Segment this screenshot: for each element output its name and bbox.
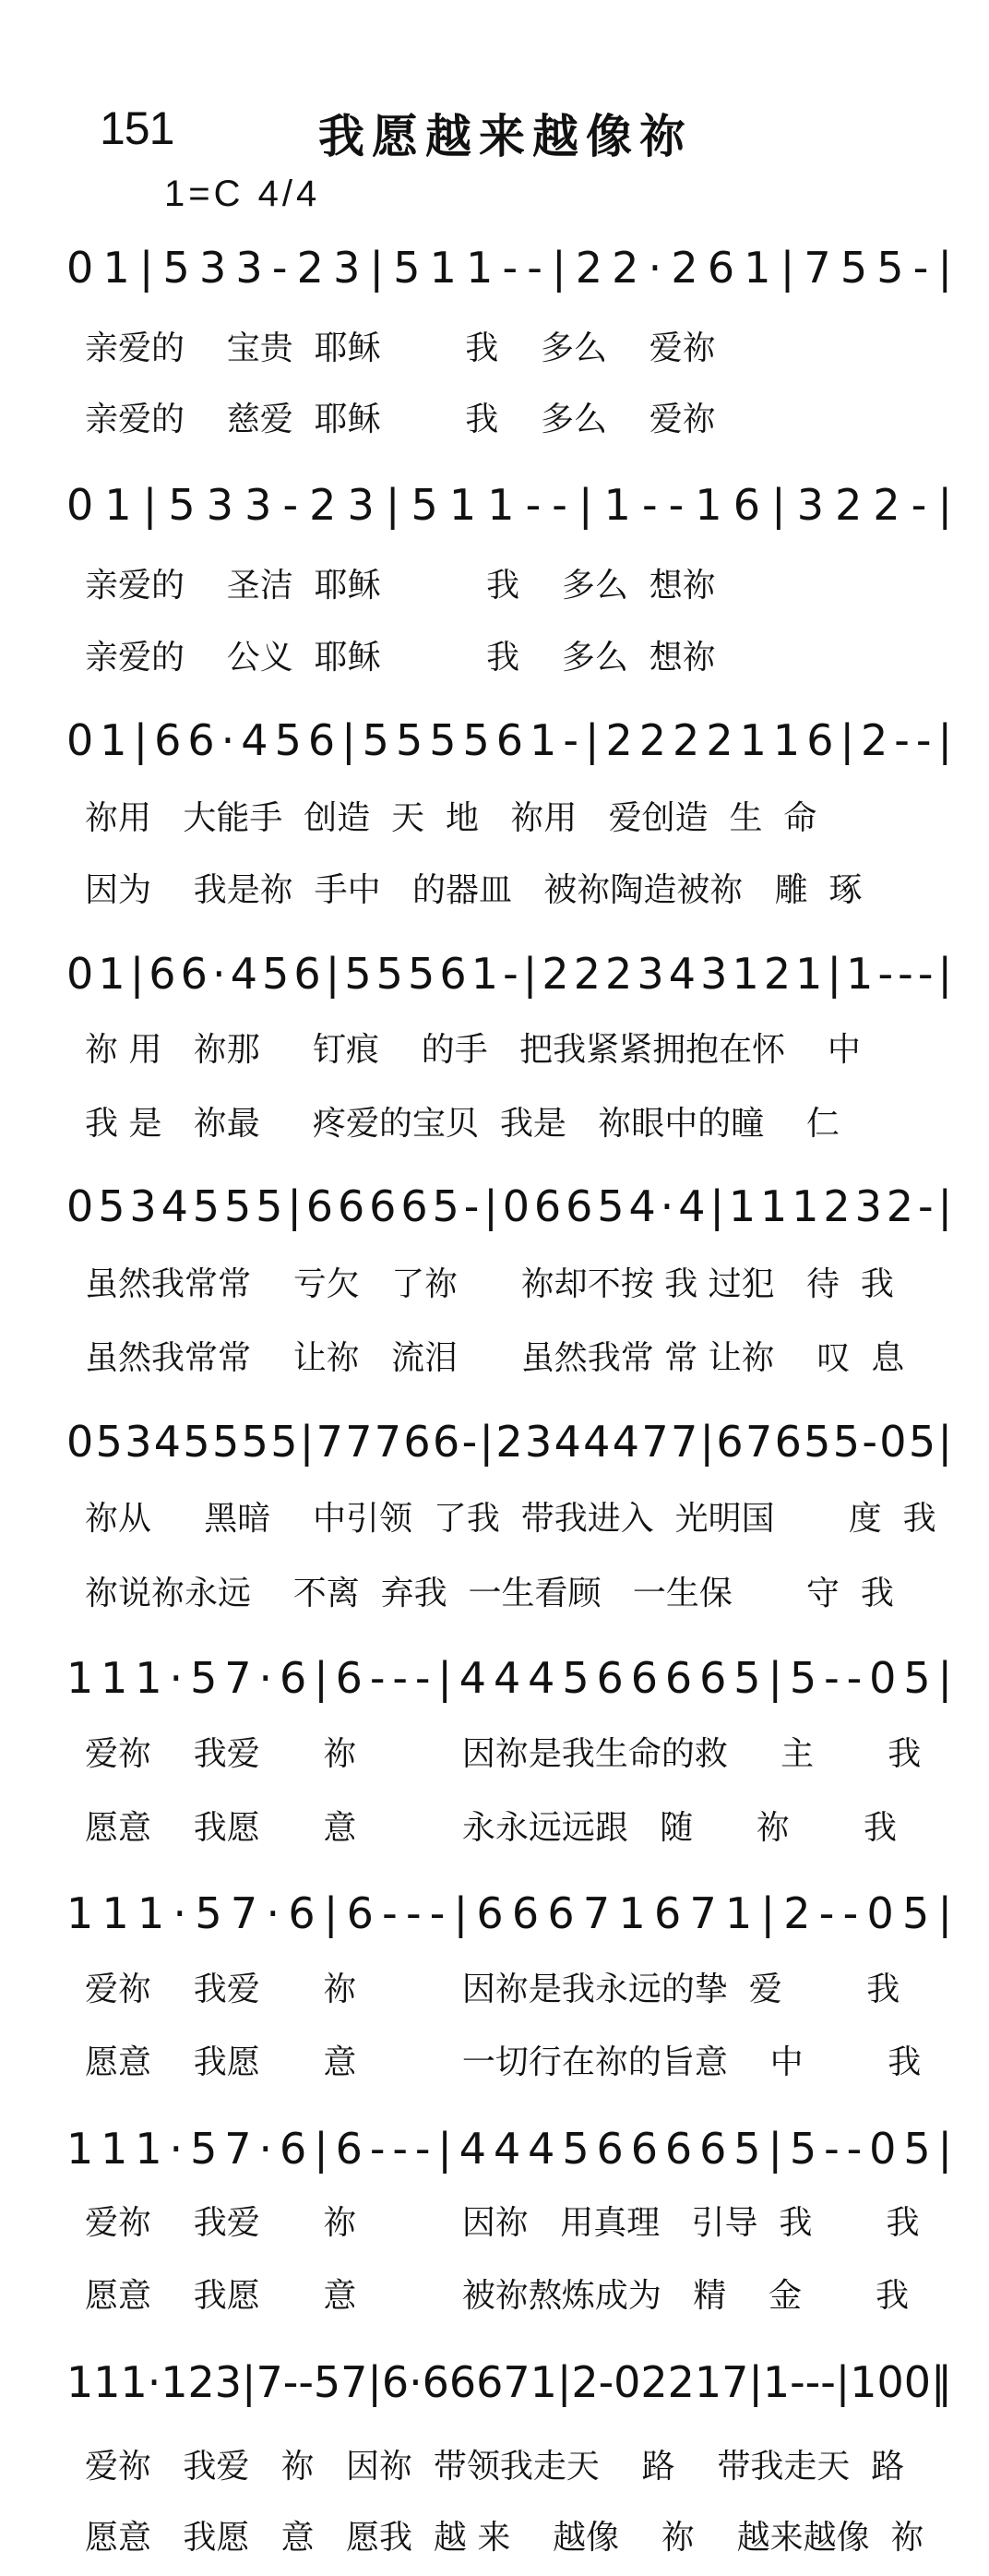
lyric-line-10a: 爱祢 我爱 祢 因祢 带领我走天 路 带我走天 路 — [85, 2448, 905, 2486]
lyric-line-5b: 虽然我常常 让祢 流泪 虽然我常 常 让祢 叹 息 — [85, 1339, 905, 1377]
lyric-line-9a: 爱祢 我爱 祢 因祢 用真理 引导 我 我 — [85, 2204, 920, 2242]
lyric-line-5a: 虽然我常常 亏欠 了祢 祢却不按 我 过犯 待 我 — [85, 1265, 894, 1303]
notation-line-1: 01|533-23|511--|22·261|755-| — [66, 243, 962, 293]
lyric-line-4a: 祢 用 祢那 钉痕 的手 把我紧紧拥抱在怀 中 — [85, 1031, 861, 1069]
notation-line-5: 0534555|66665-|06654·4|111232-| — [66, 1181, 957, 1231]
lyric-line-3b: 因为 我是祢 手中 的器皿 被祢陶造被祢 雕 琢 — [85, 871, 863, 909]
notation-line-7: 111·57·6|6---|444566665|5--05| — [66, 1653, 959, 1703]
notation-line-6: 05345555|77766-|2344477|67655-05| — [66, 1417, 955, 1467]
song-number: 151 — [100, 102, 174, 154]
lyric-line-2a: 亲爱的 圣洁 耶稣 我 多么 想祢 — [85, 567, 716, 605]
lyric-line-1a: 亲爱的 宝贵 耶稣 我 多么 爱祢 — [85, 329, 716, 367]
notation-line-9: 111·57·6|6---|444566665|5--05| — [66, 2124, 959, 2174]
lyric-line-6a: 祢从 黑暗 中引领 了我 带我进入 光明国 度 我 — [85, 1500, 936, 1538]
lyric-line-1b: 亲爱的 慈爱 耶稣 我 多么 爱祢 — [85, 401, 716, 438]
lyric-line-2b: 亲爱的 公义 耶稣 我 多么 想祢 — [85, 639, 716, 677]
lyric-line-7a: 爱祢 我爱 祢 因祢是我生命的救 主 我 — [85, 1735, 922, 1773]
notation-line-8: 111·57·6|6---|66671671|2--05| — [66, 1888, 961, 1938]
lyric-line-9b: 愿意 我愿 意 被祢熬炼成为 精 金 我 — [85, 2277, 910, 2315]
song-title: 我愿越来越像祢 — [318, 109, 693, 163]
lyric-line-3a: 祢用 大能手 创造 天 地 祢用 爱创造 生 命 — [85, 799, 817, 837]
lyric-line-4b: 我 是 祢最 疼爱的宝贝 我是 祢眼中的瞳 仁 — [85, 1105, 840, 1143]
notation-line-4: 01|66·456|55561-|222343121|1---| — [66, 949, 958, 999]
lyric-line-7b: 愿意 我愿 意 永永远远跟 随 祢 我 — [85, 1809, 897, 1847]
lyric-line-6b: 祢说祢永远 不离 弃我 一生看顾 一生保 守 我 — [85, 1575, 894, 1612]
key-signature: 1=C 4/4 — [164, 174, 321, 214]
lyric-line-8b: 愿意 我愿 意 一切行在祢的旨意 中 我 — [85, 2043, 922, 2081]
notation-line-10: 111·123|7--57|6·66671|2-02217|1---|100‖ — [66, 2357, 952, 2407]
notation-line-3: 01|66·456|555561-|2222116|2--| — [66, 715, 959, 765]
notation-line-2: 01|533-23|511--|1--16|322-| — [66, 480, 964, 530]
lyric-line-10b: 愿意 我愿 意 愿我 越 来 越像 祢 越来越像 祢 — [85, 2519, 924, 2557]
lyric-line-8a: 爱祢 我爱 祢 因祢是我永远的挚 爱 我 — [85, 1971, 900, 2008]
